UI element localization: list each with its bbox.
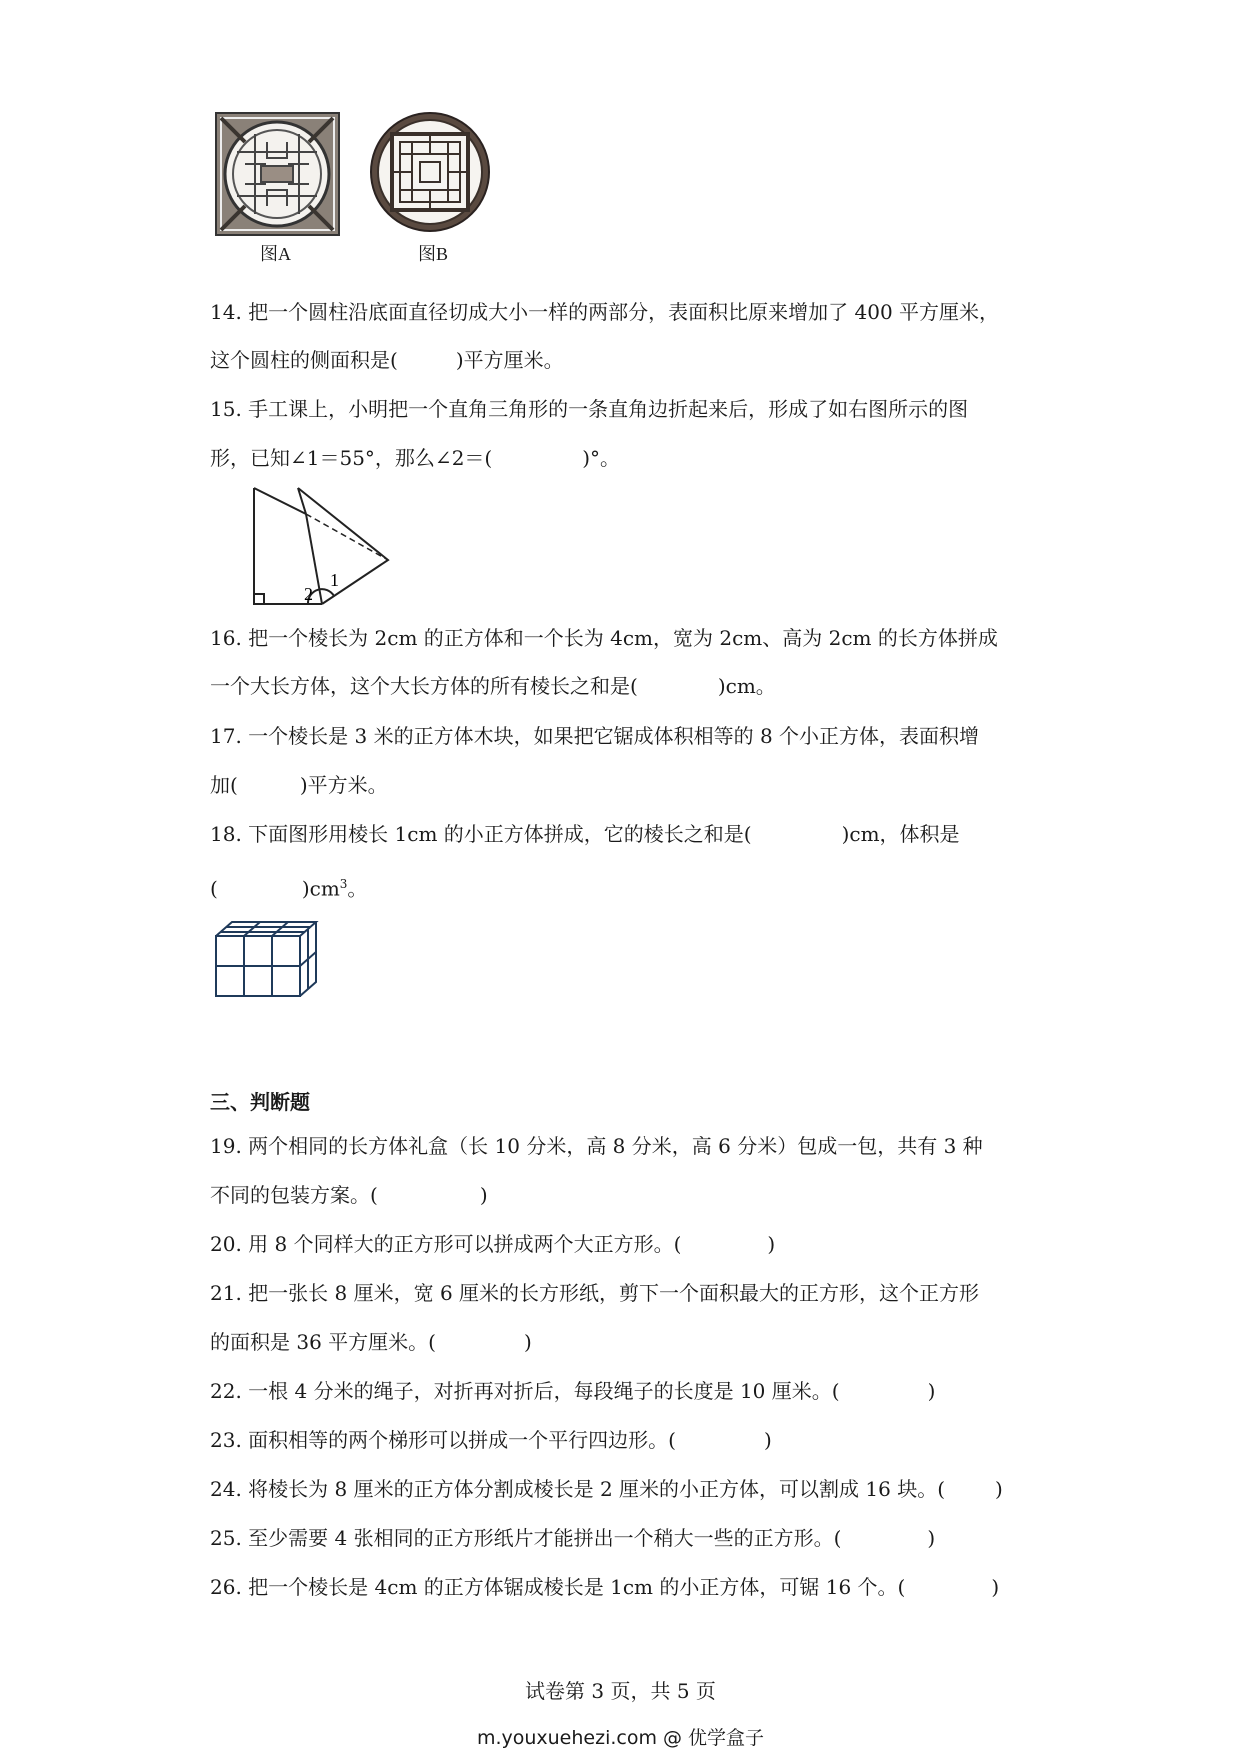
question-17-line2: 加( )平方米。: [210, 773, 388, 797]
site-watermark[interactable]: m.youxuehezi.com @ 优学盒子: [476, 1727, 765, 1749]
figure-a-label: 图A: [260, 244, 291, 264]
angle-1-label: 1: [330, 570, 339, 590]
section-3-title: 三、判断题: [210, 1090, 310, 1114]
figure-b-window: [368, 110, 492, 238]
question-16: 16. 把一个棱长为 2cm 的正方体和一个长为 4cm，宽为 2cm、高为 2cm 的长方体拼成: [210, 626, 998, 650]
question-16-line2: 一个大长方体，这个大长方体的所有棱长之和是( )cm。: [210, 674, 776, 698]
question-22: 22. 一根 4 分米的绳子，对折再对折后，每段绳子的长度是 10 厘米。( ): [210, 1379, 936, 1403]
figure-b-label: 图B: [418, 244, 449, 264]
question-15: 15. 手工课上，小明把一个直角三角形的一条直角边折起来后，形成了如右图所示的图: [210, 397, 969, 421]
question-20: 20. 用 8 个同样大的正方形可以拼成两个大正方形。( ): [210, 1232, 776, 1256]
question-24: 24. 将棱长为 8 厘米的正方体分割成棱长是 2 厘米的小正方体，可以割成 16 块。( ): [210, 1477, 1003, 1501]
question-21-line2: 的面积是 36 平方厘米。( ): [210, 1330, 532, 1354]
angle-2-label: 2: [304, 584, 313, 604]
question-19: 19. 两个相同的长方体礼盒（长 10 分米，高 8 分米，高 6 分米）包成一包，共有 3 种: [210, 1134, 983, 1158]
question-23: 23. 面积相等的两个梯形可以拼成一个平行四边形。( ): [210, 1428, 772, 1452]
question-18-line2: ( )$cm^3$。: [210, 876, 368, 901]
question-25: 25. 至少需要 4 张相同的正方形纸片才能拼出一个稍大一些的正方形。( ): [210, 1526, 936, 1550]
question-18: 18. 下面图形用棱长 1cm 的小正方体拼成，它的棱长之和是( )cm，体积是: [210, 822, 960, 846]
question-26: 26. 把一个棱长是 4cm 的正方体锯成棱长是 1cm 的小正方体，可锯 16 个。( ): [210, 1575, 1000, 1599]
folded-triangle-figure: [248, 484, 398, 612]
cube-stack-figure: [212, 918, 322, 1004]
question-14-line2: 这个圆柱的侧面积是( )平方厘米。: [210, 348, 564, 372]
question-21: 21. 把一张长 8 厘米，宽 6 厘米的长方形纸，剪下一个面积最大的正方形，这个正方形: [210, 1281, 980, 1305]
page-footer: 试卷第 3 页，共 5 页: [525, 1679, 716, 1703]
question-14: 14. 把一个圆柱沿底面直径切成大小一样的两部分，表面积比原来增加了 400 平方厘米，: [210, 300, 1000, 324]
question-15-line2: 形，已知∠1＝55°，那么∠2＝( )°。: [210, 446, 621, 470]
figure-a-window: [215, 112, 340, 240]
question-19-line2: 不同的包装方案。( ): [210, 1183, 488, 1207]
question-17: 17. 一个棱长是 3 米的正方体木块，如果把它锯成体积相等的 8 个小正方体，表面积增: [210, 724, 980, 748]
